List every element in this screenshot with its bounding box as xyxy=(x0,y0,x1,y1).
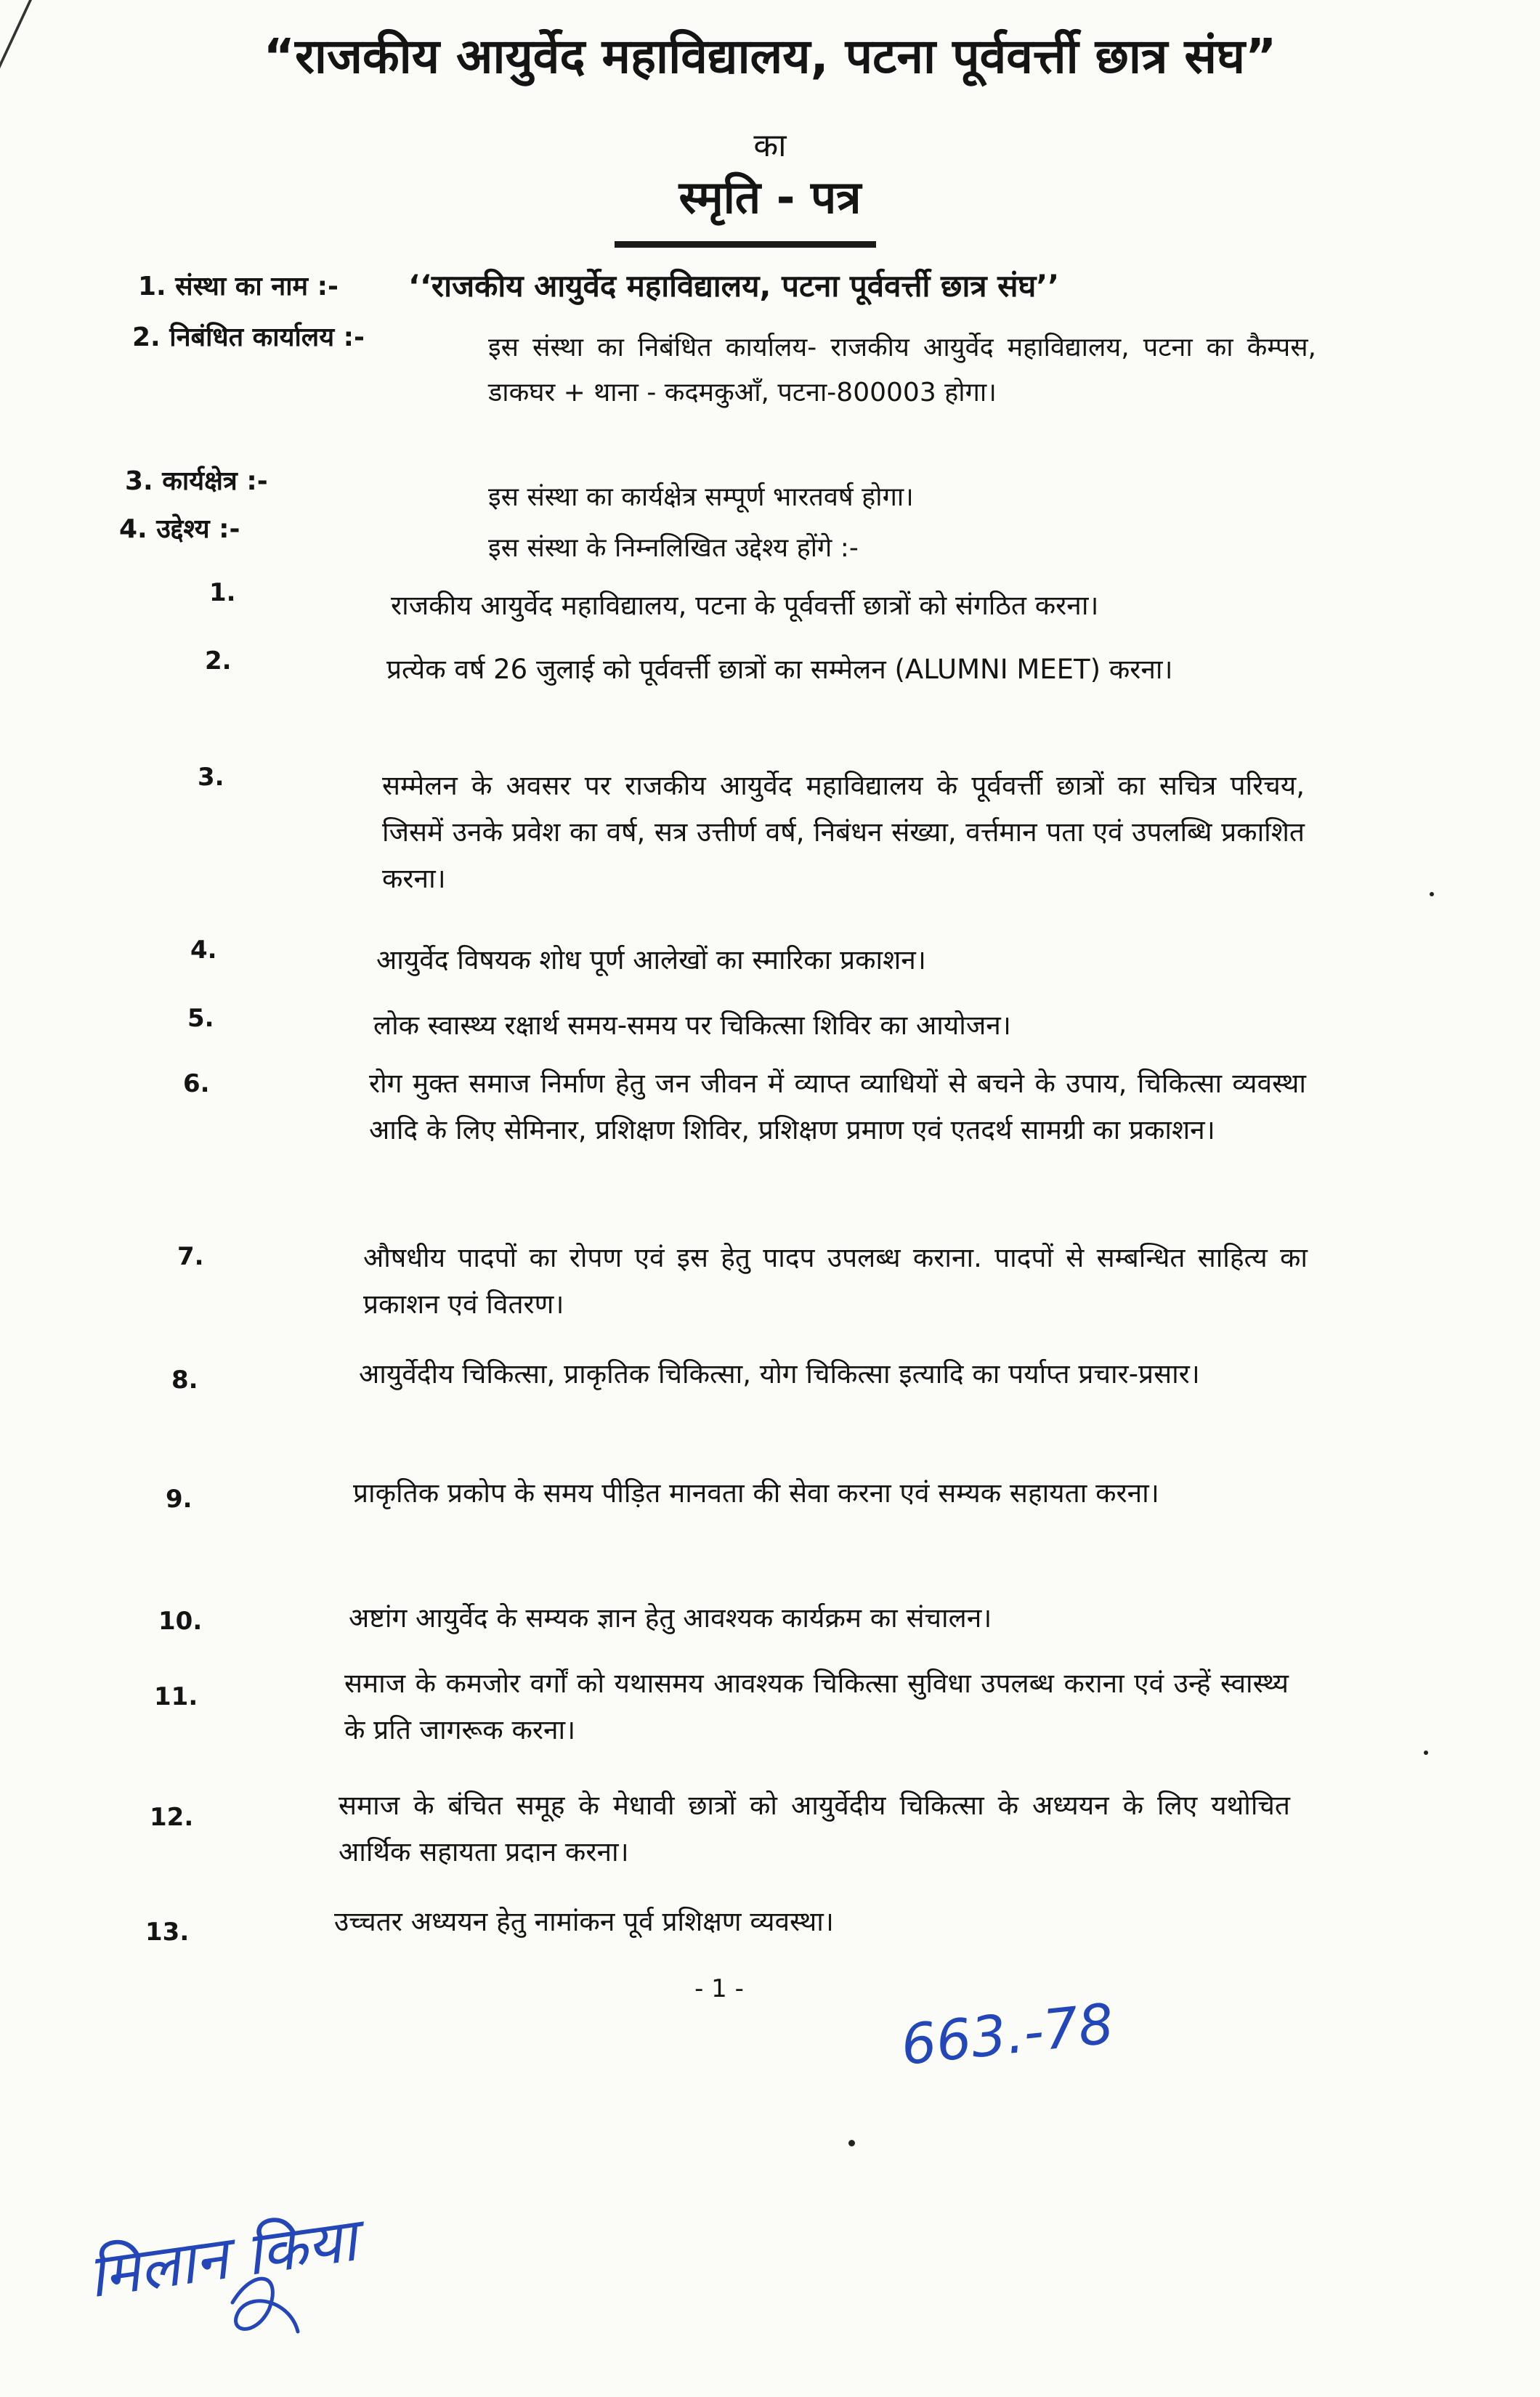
field-area-value: इस संस्था का कार्यक्षेत्र सम्पूर्ण भारतवर्ष होगा। xyxy=(488,482,914,512)
objective-number: 10. xyxy=(158,1607,203,1636)
objective-text: प्रत्येक वर्ष 26 जुलाई को पूर्ववर्त्ती छात्रों का सम्मेलन (ALUMNI MEET) करना। xyxy=(386,654,1173,685)
field-office-label: 2. निबंधित कार्यालय :- xyxy=(132,323,365,352)
field-objective-intro: इस संस्था के निम्नलिखित उद्देश्य होंगे :- xyxy=(488,533,859,563)
objective-number: 4. xyxy=(190,936,217,965)
objective-number: 1. xyxy=(209,578,236,607)
objective-number: 11. xyxy=(154,1682,198,1711)
objective-number: 8. xyxy=(171,1366,198,1395)
signature-scribble xyxy=(211,2259,320,2353)
document-heading: स्मृति - पत्र xyxy=(678,171,862,224)
handwritten-number: 663.-78 xyxy=(898,1990,1117,2078)
field-objective-label: 4. उद्देश्य :- xyxy=(119,514,240,544)
field-name-label: 1. संस्था का नाम :- xyxy=(138,272,339,301)
ink-dot xyxy=(1424,1751,1428,1755)
objective-number: 12. xyxy=(150,1803,194,1832)
objective-text: आयुर्वेदीय चिकित्सा, प्राकृतिक चिकित्सा, योग चिकित्सा इत्यादि का पर्याप्त प्रचार-प्रसार। xyxy=(359,1358,1200,1390)
ink-dot xyxy=(1430,892,1434,896)
objective-text: अष्टांग आयुर्वेद के सम्यक ज्ञान हेतु आवश्यक कार्यक्रम का संचालन। xyxy=(349,1602,992,1634)
objective-text: लोक स्वास्थ्य रक्षार्थ समय-समय पर चिकित्सा शिविर का आयोजन। xyxy=(373,1010,1011,1041)
objective-number: 9. xyxy=(166,1485,192,1514)
objective-number: 7. xyxy=(177,1242,204,1271)
field-name-value: ‘‘राजकीय आयुर्वेद महाविद्यालय, पटना पूर्ववर्त्ती छात्र संघ’’ xyxy=(408,268,1060,304)
objective-text: राजकीय आयुर्वेद महाविद्यालय, पटना के पूर्ववर्त्ती छात्रों को संगठित करना। xyxy=(391,590,1099,621)
objective-text: औषधीय पादपों का रोपण एवं इस हेतु पादप उपलब्ध कराना. पादपों से सम्बन्धित साहित्य का प्रकाशन एवं वितरण। xyxy=(363,1242,1308,1320)
heading-underline xyxy=(615,241,876,248)
objective-text: रोग मुक्त समाज निर्माण हेतु जन जीवन में व्याप्त व्याधियों से बचने के उपाय, चिकित्सा व्यवस्था आदि के लिए सेमिनार, प्रशिक्षण शिविर, प्रशिक्षण प्रमाण एवं एतदर्थ सामग्री का प्रकाशन। xyxy=(369,1068,1306,1145)
objective-text: प्राकृतिक प्रकोप के समय पीड़ित मानवता की सेवा करना एवं सम्यक सहायता करना। xyxy=(353,1477,1159,1509)
handwritten-note: मिलान किया xyxy=(84,2205,361,2312)
objective-number: 6. xyxy=(183,1069,210,1098)
field-area-label: 3. कार्यक्षेत्र :- xyxy=(125,466,268,496)
document-title: “राजकीय आयुर्वेद महाविद्यालय, पटना पूर्ववर्त्ती छात्र संघ” xyxy=(263,28,1277,84)
objective-text: आयुर्वेद विषयक शोध पूर्ण आलेखों का स्मारिका प्रकाशन। xyxy=(376,944,926,976)
page-number: - 1 - xyxy=(694,1974,744,2003)
objective-number: 5. xyxy=(187,1004,214,1033)
document-subtitle: का xyxy=(753,127,787,164)
objective-number: 2. xyxy=(205,646,232,676)
objective-text: उच्चतर अध्ययन हेतु नामांकन पूर्व प्रशिक्षण व्यवस्था। xyxy=(334,1906,834,1937)
field-office-value: इस संस्था का निबंधित कार्यालय- राजकीय आयुर्वेद महाविद्यालय, पटना का कैम्पस, डाकघर + थाना - कदमकुआँ, पटना-800003 होगा। xyxy=(488,333,1316,407)
objective-text: सम्मेलन के अवसर पर राजकीय आयुर्वेद महाविद्यालय के पूर्ववर्त्ती छात्रों का सचित्र परिचय, जिसमें उनके प्रवेश का वर्ष, सत्र उत्तीर्ण वर्ष, निबंधन संख्या, वर्त्तमान पता एवं उपलब्धि प्रकाशित करना। xyxy=(382,770,1305,894)
objective-text: समाज के कमजोर वर्गों को यथासमय आवश्यक चिकित्सा सुविधा उपलब्ध कराना एवं उन्हें स्वास्थ्य के प्रति जागरूक करना। xyxy=(344,1668,1289,1745)
objective-number: 13. xyxy=(145,1918,190,1947)
objective-number: 3. xyxy=(198,763,224,792)
ink-dot xyxy=(848,2140,855,2146)
objective-text: समाज के बंचित समूह के मेधावी छात्रों को आयुर्वेदीय चिकित्सा के अध्ययन के लिए यथोचित आर्थिक सहायता प्रदान करना। xyxy=(339,1790,1290,1867)
